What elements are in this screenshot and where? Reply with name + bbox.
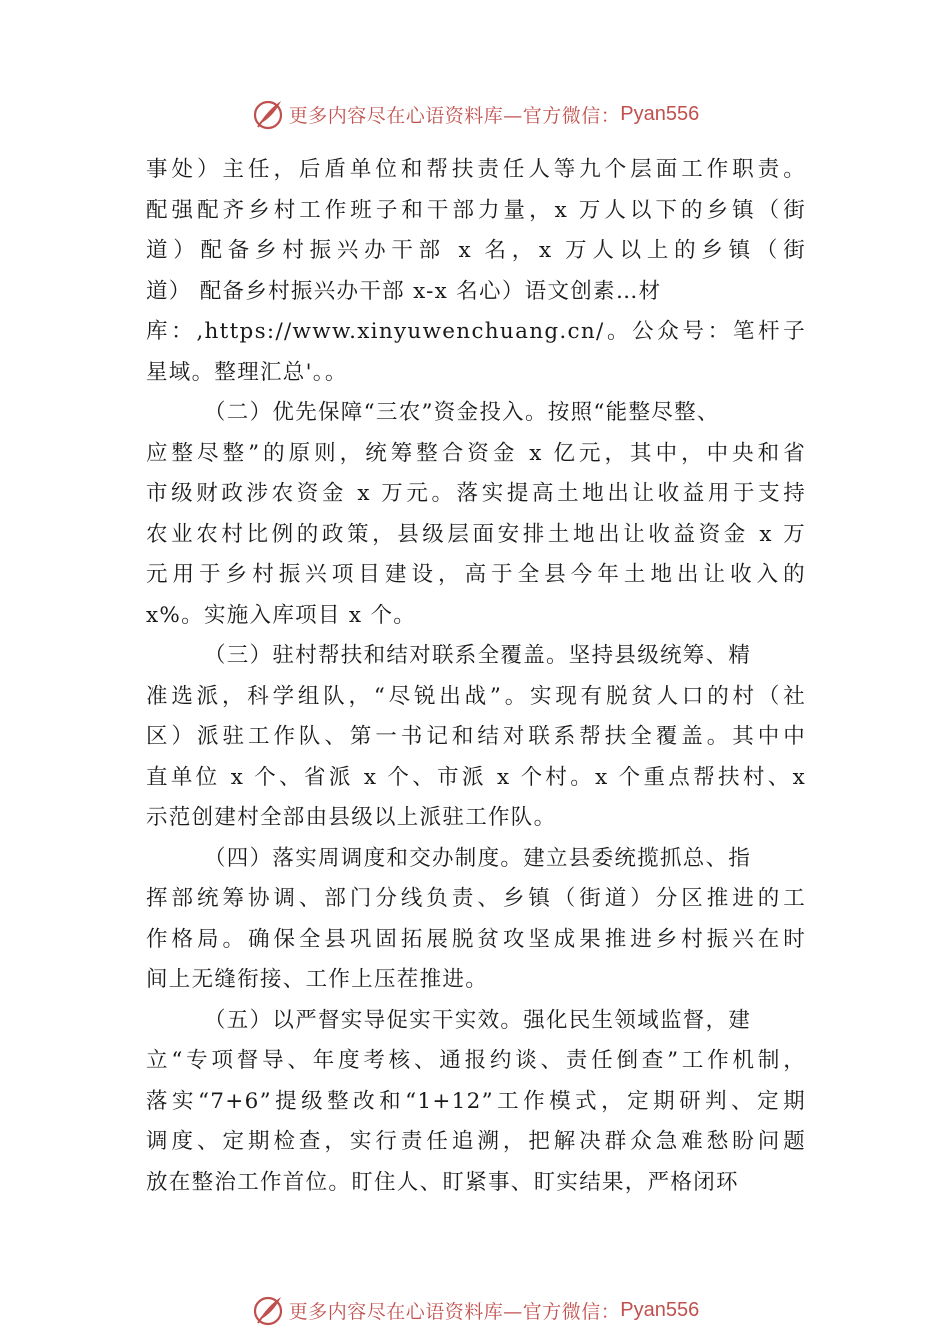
text-line: 元用于乡村振兴项目建设，高于全县今年土地出让收入的 [146,562,806,587]
text-line: 放在整治工作首位。盯住人、盯紧事、盯实结果，严格闭环 [146,1169,739,1195]
text-line: 准选派，科学组队，“尽锐出战”。实现有脱贫人口的村（社 [146,683,806,709]
watermark-banner-top [0,94,950,134]
text-line: 道）配备乡村振兴办干部 x 名，x 万人以上的乡镇（街 [146,238,806,263]
text-line: 星域。整理汇总'。。 [146,359,348,385]
text-line: 事处）主任，后盾单位和帮扶责任人等九个层面工作职责。 [146,157,806,182]
document-body [146,150,806,1203]
paragraph-heading-5: （五）以严督实导促实干实效。强化民生领域监督，建 [204,1007,752,1033]
text-line: 调度、定期检查，实行责任追溯，把解决群众急难愁盼问题 [146,1129,806,1154]
text-line: 示范创建村全部由县级以上派驻工作队。 [146,805,557,830]
text-line: 直单位 x 个、省派 x 个、市派 x 个村。x 个重点帮扶村、x [146,764,806,790]
quill-logo-icon [251,97,285,131]
paragraph-heading-2: （二）优先保障“三农”资金投入。按照“能整尽整、 [204,400,720,425]
watermark-banner-bottom [0,1290,950,1330]
text-line: 道） 配备乡村振兴办干部 x-x 名心）语文创素…材 [146,278,662,304]
watermark-text: 更多内容尽在心语资料库—官方微信： [288,104,621,127]
text-line: 区）派驻工作队、第一书记和结对联系帮扶全覆盖。其中中 [146,724,806,749]
text-line: 农业农村比例的政策，县级层面安排土地出让收益资金 x 万 [146,521,806,547]
watermark-text: 更多内容尽在心语资料库—官方微信： [288,1300,621,1323]
watermark-wechat-id: Pyan556 [620,102,700,125]
quill-logo-icon [251,1293,285,1327]
text-line: 作格局。确保全县巩固拓展脱贫攻坚成果推进乡村振兴在时 [146,926,806,952]
paragraph-heading-3: （三）驻村帮扶和结对联系全覆盖。坚持县级统筹、精 [204,643,752,668]
text-line: 挥部统筹协调、部门分线负责、乡镇（街道）分区推进的工 [146,886,806,911]
text-line: 库：,https://www.xinyuwenchuang.cn/。公众号：笔杆子 [146,319,806,344]
watermark-wechat-id: Pyan556 [620,1298,700,1321]
text-line: 配强配齐乡村工作班子和干部力量，x 万人以下的乡镇（街 [146,197,806,223]
paragraph-heading-4: （四）落实周调度和交办制度。建立县委统揽抓总、指 [204,845,752,871]
text-line: 立“专项督导、年度考核、通报约谈、责任倒查”工作机制， [146,1048,806,1073]
text-line: 应整尽整”的原则，统筹整合资金 x 亿元，其中，中央和省 [146,440,806,466]
text-line: 落实“7+6”提级整改和“1+12”工作模式，定期研判、定期 [146,1088,806,1114]
text-line: 市级财政涉农资金 x 万元。落实提高土地出让收益用于支持 [146,481,806,506]
text-line: 间上无缝衔接、工作上压茬推进。 [146,967,489,992]
text-line: x%。实施入库项目 x 个。 [146,602,417,628]
